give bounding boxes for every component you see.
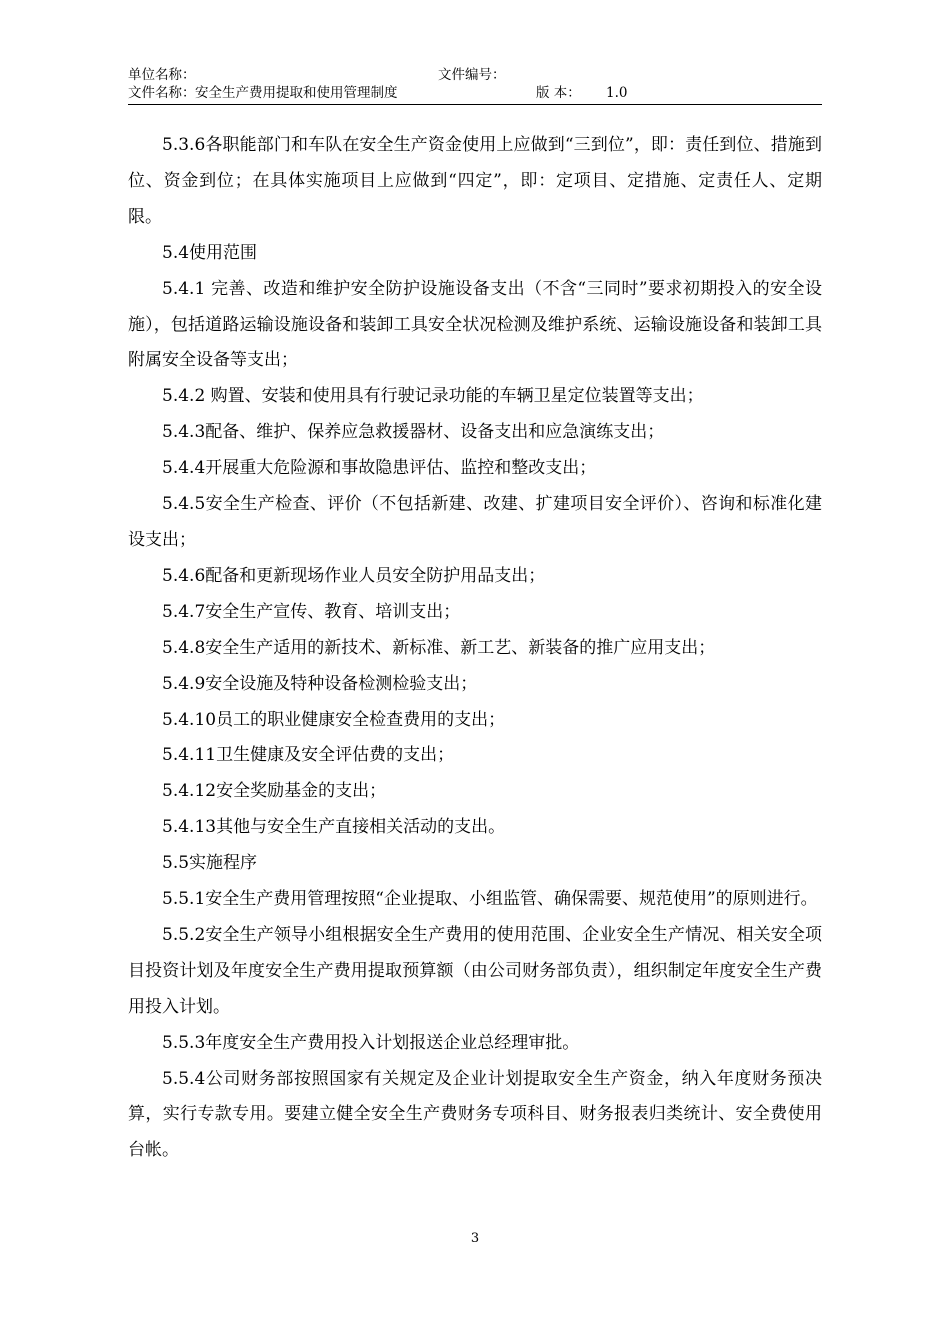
paragraph-5-4-9: 5.4.9安全设施及特种设备检测检验支出； <box>162 673 478 694</box>
version-value: 1.0 <box>606 85 628 101</box>
unit-name-label: 单位名称： <box>128 67 196 83</box>
paragraph-5-5-2: 5.5.2安全生产领导小组根据安全生产费用的使用范围、企业安全生产情况、相关安全项目投资计划及年度安全生产费用提取预算额（由公司财务部负责），组织制定年度安全生产费用投入计划。 <box>128 924 822 1017</box>
paragraph-5-4-7: 5.4.7安全生产宣传、教育、培训支出； <box>162 601 461 622</box>
file-name-value: 安全生产费用提取和使用管理制度 <box>195 85 398 101</box>
paragraph-5-4-6: 5.4.6配备和更新现场作业人员安全防护用品支出； <box>162 565 546 586</box>
page-number: 3 <box>470 1231 480 1246</box>
page-header <box>128 66 822 106</box>
document-body <box>128 128 822 1169</box>
paragraph-5-4-12: 5.4.12安全奖励基金的支出； <box>162 781 387 802</box>
paragraph-5-4-11: 5.4.11卫生健康及安全评估费的支出； <box>162 745 455 766</box>
paragraph-5-4-3: 5.4.3配备、维护、保养应急救援器材、设备支出和应急演练支出； <box>162 422 665 443</box>
section-heading-5-5: 5.5实施程序 <box>162 853 258 874</box>
paragraph-5-4-13: 5.4.13其他与安全生产直接相关活动的支出。 <box>162 817 506 838</box>
paragraph-5-4-5: 5.4.5安全生产检查、评价（不包括新建、改建、扩建项目安全评价）、咨询和标准化建设支出； <box>128 494 822 550</box>
paragraph-5-3-6: 5.3.6各职能部门和车队在安全生产资金使用上应做到“三到位”，即：责任到位、措施到位、资金到位；在具体实施项目上应做到“四定”，即：定项目、定措施、定责任人、定期限。 <box>128 135 822 227</box>
file-name-label: 文件名称： <box>128 85 196 101</box>
paragraph-5-4-8: 5.4.8安全生产适用的新技术、新标准、新工艺、新装备的推广应用支出； <box>162 637 716 658</box>
paragraph-5-5-1: 5.5.1安全生产费用管理按照“企业提取、小组监管、确保需要、规范使用”的原则进行。 <box>162 889 818 910</box>
paragraph-5-5-4: 5.5.4公司财务部按照国家有关规定及企业计划提取安全生产资金，纳入年度财务预决算，实行专款专用。要建立健全安全生产费财务专项科目、财务报表归类统计、安全费使用台帐。 <box>128 1068 822 1161</box>
header-divider <box>128 104 822 105</box>
version-label: 版 本： <box>536 85 581 101</box>
paragraph-5-4-4: 5.4.4开展重大危险源和事故隐患评估、监控和整改支出； <box>162 458 597 479</box>
file-number-label: 文件编号： <box>438 67 506 83</box>
paragraph-5-5-3: 5.5.3年度安全生产费用投入计划报送企业总经理审批。 <box>162 1032 580 1053</box>
paragraph-5-4-2: 5.4.2 购置、安装和使用具有行驶记录功能的车辆卫星定位装置等支出； <box>162 386 704 407</box>
paragraph-5-4-1: 5.4.1 完善、改造和维护安全防护设施设备支出（不含“三同时”要求初期投入的安全设施），包括道路运输设施设备和装卸工具安全状况检测及维护系统、运输设施设备和装卸工具附属安全设备等支出； <box>128 278 822 371</box>
section-heading-5-4: 5.4使用范围 <box>162 242 258 263</box>
paragraph-5-4-10: 5.4.10员工的职业健康安全检查费用的支出； <box>162 709 506 730</box>
